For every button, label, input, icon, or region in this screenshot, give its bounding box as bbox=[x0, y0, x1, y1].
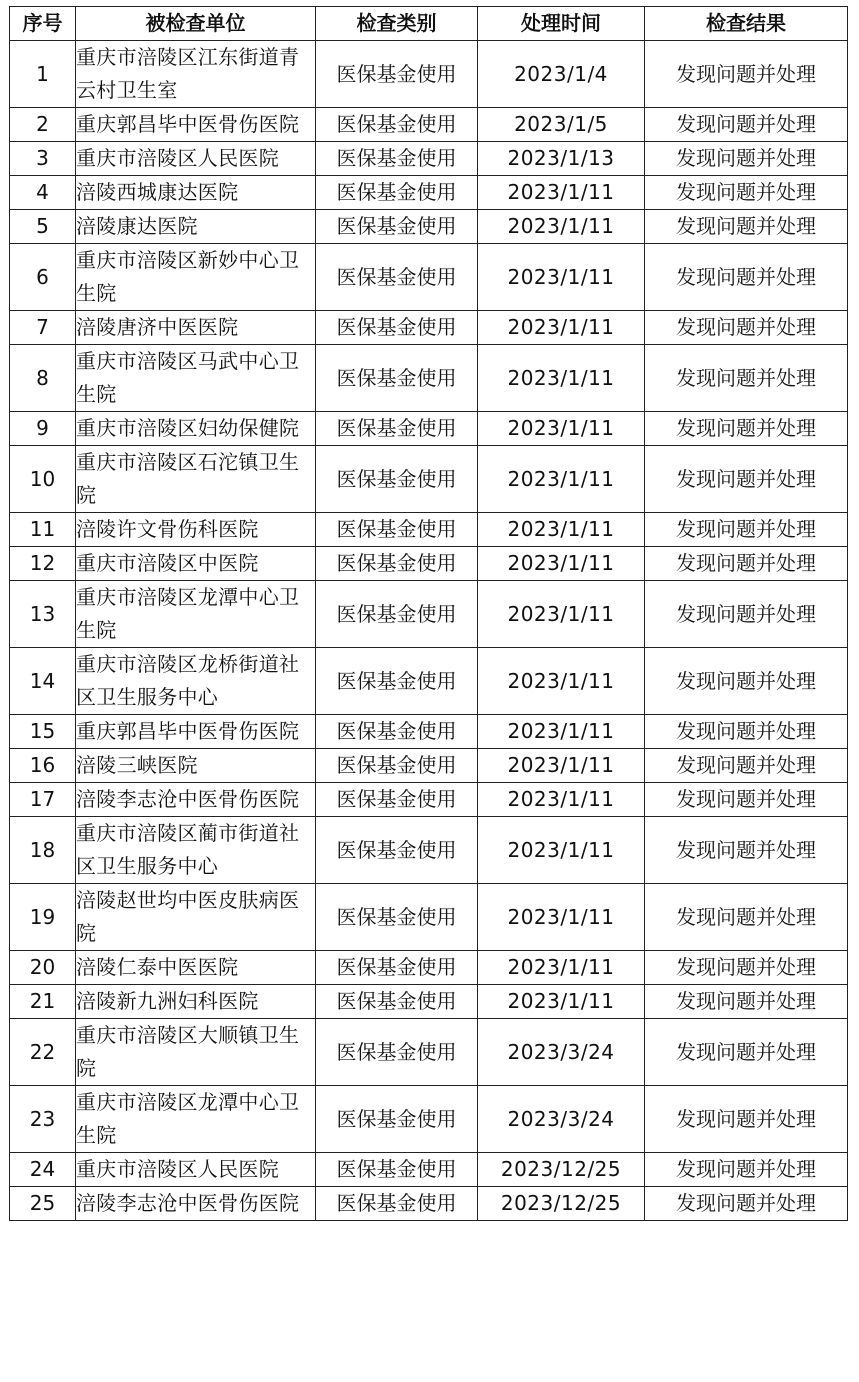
header-inspection-result: 检查结果 bbox=[645, 7, 848, 41]
cell-category: 医保基金使用 bbox=[316, 817, 478, 884]
cell-date: 2023/1/11 bbox=[478, 244, 645, 311]
cell-inspected-unit: 重庆市涪陵区大顺镇卫生院 bbox=[76, 1019, 316, 1086]
cell-date: 2023/1/11 bbox=[478, 783, 645, 817]
cell-date: 2023/1/13 bbox=[478, 142, 645, 176]
table-row bbox=[10, 210, 848, 244]
cell-inspected-unit: 涪陵三峡医院 bbox=[76, 749, 316, 783]
cell-inspected-unit: 重庆市涪陵区妇幼保健院 bbox=[76, 412, 316, 446]
cell-number: 4 bbox=[10, 176, 76, 210]
cell-date: 2023/1/11 bbox=[478, 446, 645, 513]
cell-result: 发现问题并处理 bbox=[645, 581, 848, 648]
cell-number: 2 bbox=[10, 108, 76, 142]
cell-inspected-unit: 重庆市涪陵区蔺市街道社区卫生服务中心 bbox=[76, 817, 316, 884]
cell-result: 发现问题并处理 bbox=[645, 176, 848, 210]
cell-date: 2023/1/11 bbox=[478, 817, 645, 884]
cell-date: 2023/1/11 bbox=[478, 884, 645, 951]
table-row bbox=[10, 1019, 848, 1086]
cell-inspected-unit: 重庆郭昌毕中医骨伤医院 bbox=[76, 108, 316, 142]
cell-category: 医保基金使用 bbox=[316, 1187, 478, 1221]
table-row bbox=[10, 513, 848, 547]
cell-number: 24 bbox=[10, 1153, 76, 1187]
cell-category: 医保基金使用 bbox=[316, 1019, 478, 1086]
cell-date: 2023/12/25 bbox=[478, 1153, 645, 1187]
cell-category: 医保基金使用 bbox=[316, 648, 478, 715]
cell-date: 2023/1/11 bbox=[478, 210, 645, 244]
cell-category: 医保基金使用 bbox=[316, 142, 478, 176]
cell-category: 医保基金使用 bbox=[316, 884, 478, 951]
table-row bbox=[10, 749, 848, 783]
cell-number: 19 bbox=[10, 884, 76, 951]
cell-date: 2023/3/24 bbox=[478, 1019, 645, 1086]
table-row bbox=[10, 985, 848, 1019]
cell-result: 发现问题并处理 bbox=[645, 715, 848, 749]
cell-inspected-unit: 重庆市涪陵区马武中心卫生院 bbox=[76, 345, 316, 412]
cell-inspected-unit: 涪陵康达医院 bbox=[76, 210, 316, 244]
table-row bbox=[10, 142, 848, 176]
cell-number: 3 bbox=[10, 142, 76, 176]
cell-result: 发现问题并处理 bbox=[645, 41, 848, 108]
cell-result: 发现问题并处理 bbox=[645, 1153, 848, 1187]
cell-inspected-unit: 涪陵李志沧中医骨伤医院 bbox=[76, 783, 316, 817]
cell-inspected-unit: 涪陵李志沧中医骨伤医院 bbox=[76, 1187, 316, 1221]
cell-date: 2023/1/11 bbox=[478, 412, 645, 446]
cell-number: 17 bbox=[10, 783, 76, 817]
table-row bbox=[10, 1153, 848, 1187]
cell-category: 医保基金使用 bbox=[316, 1153, 478, 1187]
cell-category: 医保基金使用 bbox=[316, 581, 478, 648]
table-row bbox=[10, 783, 848, 817]
cell-date: 2023/1/11 bbox=[478, 513, 645, 547]
cell-category: 医保基金使用 bbox=[316, 244, 478, 311]
cell-number: 1 bbox=[10, 41, 76, 108]
cell-inspected-unit: 重庆郭昌毕中医骨伤医院 bbox=[76, 715, 316, 749]
table-row bbox=[10, 412, 848, 446]
cell-inspected-unit: 重庆市涪陵区龙桥街道社区卫生服务中心 bbox=[76, 648, 316, 715]
cell-number: 20 bbox=[10, 951, 76, 985]
cell-result: 发现问题并处理 bbox=[645, 817, 848, 884]
cell-inspected-unit: 重庆市涪陵区江东街道青云村卫生室 bbox=[76, 41, 316, 108]
header-number: 序号 bbox=[10, 7, 76, 41]
cell-inspected-unit: 涪陵赵世均中医皮肤病医院 bbox=[76, 884, 316, 951]
cell-number: 15 bbox=[10, 715, 76, 749]
cell-inspected-unit: 重庆市涪陵区龙潭中心卫生院 bbox=[76, 581, 316, 648]
table-row bbox=[10, 1187, 848, 1221]
cell-category: 医保基金使用 bbox=[316, 412, 478, 446]
cell-category: 医保基金使用 bbox=[316, 210, 478, 244]
cell-category: 医保基金使用 bbox=[316, 446, 478, 513]
cell-number: 5 bbox=[10, 210, 76, 244]
cell-inspected-unit: 重庆市涪陵区新妙中心卫生院 bbox=[76, 244, 316, 311]
table-row bbox=[10, 446, 848, 513]
cell-date: 2023/1/4 bbox=[478, 41, 645, 108]
cell-number: 23 bbox=[10, 1086, 76, 1153]
cell-category: 医保基金使用 bbox=[316, 1086, 478, 1153]
cell-number: 12 bbox=[10, 547, 76, 581]
cell-number: 22 bbox=[10, 1019, 76, 1086]
table-row bbox=[10, 108, 848, 142]
header-handling-date: 处理时间 bbox=[478, 7, 645, 41]
cell-number: 13 bbox=[10, 581, 76, 648]
table-row bbox=[10, 176, 848, 210]
cell-number: 16 bbox=[10, 749, 76, 783]
cell-date: 2023/1/11 bbox=[478, 749, 645, 783]
cell-date: 2023/12/25 bbox=[478, 1187, 645, 1221]
cell-number: 25 bbox=[10, 1187, 76, 1221]
table-row bbox=[10, 1086, 848, 1153]
cell-date: 2023/1/11 bbox=[478, 345, 645, 412]
table-body bbox=[10, 41, 848, 1221]
cell-date: 2023/1/5 bbox=[478, 108, 645, 142]
inspection-table-container bbox=[9, 6, 848, 1221]
cell-date: 2023/1/11 bbox=[478, 547, 645, 581]
table-row bbox=[10, 345, 848, 412]
cell-date: 2023/1/11 bbox=[478, 648, 645, 715]
cell-number: 18 bbox=[10, 817, 76, 884]
cell-result: 发现问题并处理 bbox=[645, 108, 848, 142]
cell-inspected-unit: 涪陵西城康达医院 bbox=[76, 176, 316, 210]
cell-date: 2023/1/11 bbox=[478, 176, 645, 210]
cell-number: 10 bbox=[10, 446, 76, 513]
cell-number: 7 bbox=[10, 311, 76, 345]
cell-category: 医保基金使用 bbox=[316, 513, 478, 547]
cell-number: 9 bbox=[10, 412, 76, 446]
cell-result: 发现问题并处理 bbox=[645, 513, 848, 547]
cell-number: 14 bbox=[10, 648, 76, 715]
cell-category: 医保基金使用 bbox=[316, 108, 478, 142]
cell-result: 发现问题并处理 bbox=[645, 783, 848, 817]
cell-date: 2023/1/11 bbox=[478, 581, 645, 648]
cell-result: 发现问题并处理 bbox=[645, 884, 848, 951]
table-row bbox=[10, 244, 848, 311]
cell-result: 发现问题并处理 bbox=[645, 1086, 848, 1153]
cell-category: 医保基金使用 bbox=[316, 749, 478, 783]
cell-number: 6 bbox=[10, 244, 76, 311]
cell-number: 8 bbox=[10, 345, 76, 412]
cell-number: 21 bbox=[10, 985, 76, 1019]
cell-inspected-unit: 重庆市涪陵区中医院 bbox=[76, 547, 316, 581]
cell-result: 发现问题并处理 bbox=[645, 547, 848, 581]
table-row bbox=[10, 547, 848, 581]
cell-inspected-unit: 重庆市涪陵区人民医院 bbox=[76, 142, 316, 176]
cell-category: 医保基金使用 bbox=[316, 311, 478, 345]
cell-category: 医保基金使用 bbox=[316, 951, 478, 985]
cell-result: 发现问题并处理 bbox=[645, 1019, 848, 1086]
cell-result: 发现问题并处理 bbox=[645, 1187, 848, 1221]
table-row bbox=[10, 884, 848, 951]
table-row bbox=[10, 951, 848, 985]
table-row bbox=[10, 648, 848, 715]
cell-category: 医保基金使用 bbox=[316, 715, 478, 749]
cell-result: 发现问题并处理 bbox=[645, 345, 848, 412]
cell-inspected-unit: 涪陵新九洲妇科医院 bbox=[76, 985, 316, 1019]
cell-category: 医保基金使用 bbox=[316, 547, 478, 581]
cell-date: 2023/3/24 bbox=[478, 1086, 645, 1153]
header-inspected-unit: 被检查单位 bbox=[76, 7, 316, 41]
cell-result: 发现问题并处理 bbox=[645, 446, 848, 513]
table-row bbox=[10, 817, 848, 884]
cell-date: 2023/1/11 bbox=[478, 951, 645, 985]
cell-result: 发现问题并处理 bbox=[645, 244, 848, 311]
cell-inspected-unit: 涪陵许文骨伤科医院 bbox=[76, 513, 316, 547]
table-row bbox=[10, 581, 848, 648]
table-header-row bbox=[10, 7, 848, 41]
header-inspection-category: 检查类别 bbox=[316, 7, 478, 41]
cell-inspected-unit: 重庆市涪陵区龙潭中心卫生院 bbox=[76, 1086, 316, 1153]
cell-inspected-unit: 重庆市涪陵区人民医院 bbox=[76, 1153, 316, 1187]
cell-result: 发现问题并处理 bbox=[645, 412, 848, 446]
cell-result: 发现问题并处理 bbox=[645, 648, 848, 715]
table-row bbox=[10, 715, 848, 749]
table-row bbox=[10, 311, 848, 345]
cell-category: 医保基金使用 bbox=[316, 176, 478, 210]
cell-result: 发现问题并处理 bbox=[645, 749, 848, 783]
cell-inspected-unit: 涪陵仁泰中医医院 bbox=[76, 951, 316, 985]
cell-result: 发现问题并处理 bbox=[645, 210, 848, 244]
cell-category: 医保基金使用 bbox=[316, 985, 478, 1019]
cell-inspected-unit: 重庆市涪陵区石沱镇卫生院 bbox=[76, 446, 316, 513]
table-row bbox=[10, 41, 848, 108]
cell-result: 发现问题并处理 bbox=[645, 985, 848, 1019]
cell-inspected-unit: 涪陵唐济中医医院 bbox=[76, 311, 316, 345]
cell-date: 2023/1/11 bbox=[478, 311, 645, 345]
cell-category: 医保基金使用 bbox=[316, 41, 478, 108]
cell-result: 发现问题并处理 bbox=[645, 951, 848, 985]
cell-result: 发现问题并处理 bbox=[645, 311, 848, 345]
cell-date: 2023/1/11 bbox=[478, 715, 645, 749]
cell-result: 发现问题并处理 bbox=[645, 142, 848, 176]
cell-date: 2023/1/11 bbox=[478, 985, 645, 1019]
inspection-table bbox=[9, 6, 848, 1221]
cell-category: 医保基金使用 bbox=[316, 783, 478, 817]
cell-category: 医保基金使用 bbox=[316, 345, 478, 412]
cell-number: 11 bbox=[10, 513, 76, 547]
